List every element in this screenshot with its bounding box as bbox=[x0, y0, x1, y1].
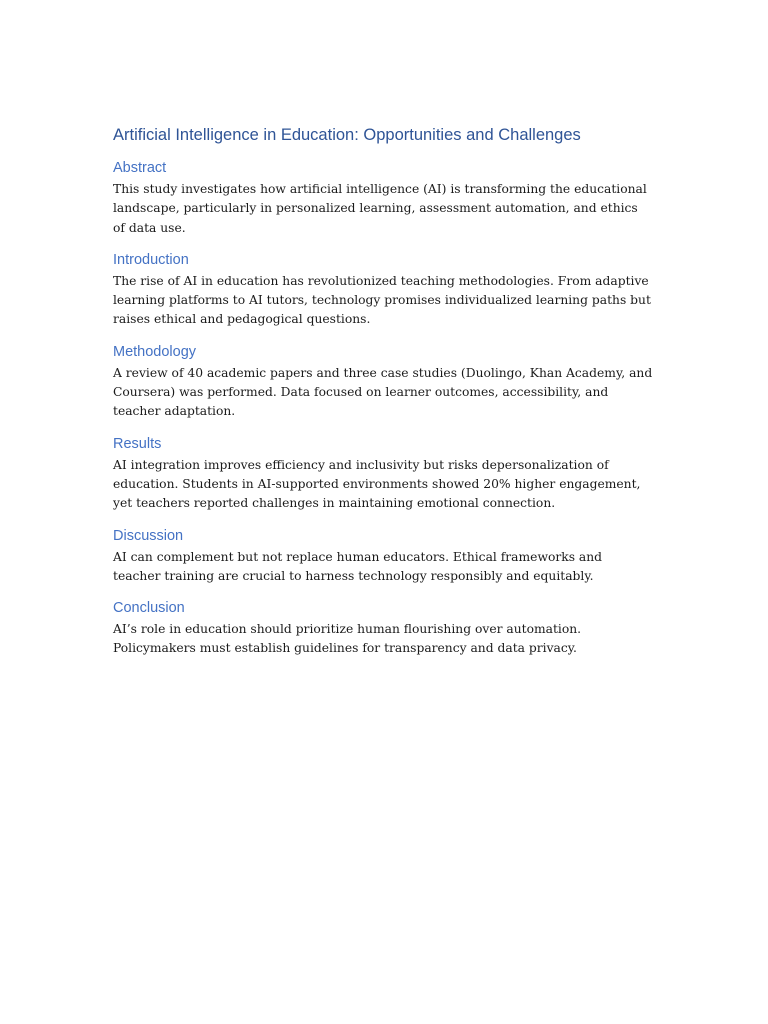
section-results bbox=[113, 434, 653, 514]
document-page bbox=[113, 124, 653, 671]
section-body-abstract: This study investigates how artificial intelligence (AI) is transforming the educational landscape, particularly in personalized learning, assessment automation, and ethics of data use. bbox=[113, 182, 647, 235]
section-body-discussion: AI can complement but not replace human educators. Ethical frameworks and teacher training are crucial to harness technology responsibly and equitably. bbox=[113, 549, 603, 583]
section-body-introduction: The rise of AI in education has revolutionized teaching methodologies. From adaptive learning platforms to AI tutors, technology promises individualized learning paths but raises ethical and pedagogical questions. bbox=[113, 273, 651, 327]
section-heading-conclusion: Conclusion bbox=[113, 600, 185, 617]
section-discussion bbox=[113, 526, 653, 587]
section-heading-abstract: Abstract bbox=[113, 160, 167, 176]
section-body-methodology: A review of 40 academic papers and three case studies (Duolingo, Khan Academy, and Coursera) was performed. Data focused on learner outcomes, accessibility, and teacher adaptation. bbox=[113, 365, 653, 419]
section-abstract bbox=[113, 158, 653, 238]
section-methodology bbox=[113, 342, 653, 422]
section-heading-methodology: Methodology bbox=[113, 343, 197, 360]
section-conclusion bbox=[113, 598, 653, 659]
section-body-results: AI integration improves efficiency and inclusivity but risks depersonalization of education. Students in AI-supported environments showed 20% higher engagement, yet teachers reported challenges in maintaining emotional connection. bbox=[113, 457, 641, 511]
section-heading-results: Results bbox=[113, 435, 162, 452]
section-heading-discussion: Discussion bbox=[113, 527, 184, 544]
document-title: Artificial Intelligence in Education: Opportunities and Challenges bbox=[113, 126, 581, 144]
section-body-conclusion: AI’s role in education should prioritize human flourishing over automation. Policymakers must establish guidelines for transparency and data privacy. bbox=[113, 622, 582, 656]
section-heading-introduction: Introduction bbox=[113, 251, 189, 268]
section-introduction bbox=[113, 250, 653, 330]
